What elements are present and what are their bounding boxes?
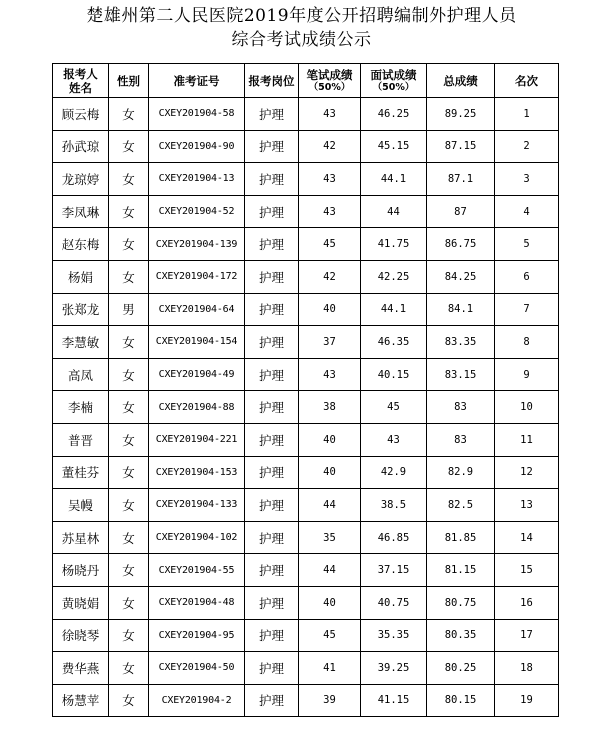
- header-interview: 面试成绩 （50%）: [361, 64, 427, 98]
- cell-name: 顾云梅: [53, 98, 109, 131]
- cell-interview: 45.15: [361, 130, 427, 163]
- cell-sex: 女: [109, 130, 149, 163]
- header-exam-no: 准考证号: [149, 64, 245, 98]
- cell-sex: 女: [109, 391, 149, 424]
- cell-interview: 46.35: [361, 326, 427, 359]
- cell-exam-no: CXEY201904-2: [149, 684, 245, 717]
- table-row: [53, 195, 559, 228]
- table-row: [53, 98, 559, 131]
- cell-exam-no: CXEY201904-88: [149, 391, 245, 424]
- table-row: [53, 163, 559, 196]
- cell-sex: 女: [109, 521, 149, 554]
- header-total: 总成绩: [427, 64, 495, 98]
- cell-total: 83: [427, 391, 495, 424]
- cell-post: 护理: [245, 195, 299, 228]
- document-title: 楚雄州第二人民医院2019年度公开招聘编制外护理人员: [86, 6, 517, 26]
- cell-rank: 14: [495, 521, 559, 554]
- cell-rank: 19: [495, 684, 559, 717]
- cell-interview: 41.15: [361, 684, 427, 717]
- cell-interview: 41.75: [361, 228, 427, 261]
- table-row: [53, 652, 559, 685]
- cell-interview: 46.85: [361, 521, 427, 554]
- cell-post: 护理: [245, 521, 299, 554]
- table-row: [53, 293, 559, 326]
- cell-exam-no: CXEY201904-49: [149, 358, 245, 391]
- cell-exam-no: CXEY201904-153: [149, 456, 245, 489]
- cell-sex: 男: [109, 293, 149, 326]
- cell-post: 护理: [245, 391, 299, 424]
- cell-total: 84.1: [427, 293, 495, 326]
- cell-exam-no: CXEY201904-139: [149, 228, 245, 261]
- cell-written: 40: [299, 586, 361, 619]
- cell-exam-no: CXEY201904-90: [149, 130, 245, 163]
- header-sex: 性别: [109, 64, 149, 98]
- cell-written: 43: [299, 98, 361, 131]
- cell-written: 42: [299, 260, 361, 293]
- cell-exam-no: CXEY201904-64: [149, 293, 245, 326]
- cell-sex: 女: [109, 456, 149, 489]
- cell-rank: 6: [495, 260, 559, 293]
- table-header-row: [53, 64, 559, 98]
- cell-sex: 女: [109, 163, 149, 196]
- cell-name: 高凤: [53, 358, 109, 391]
- cell-total: 80.75: [427, 586, 495, 619]
- table-row: [53, 130, 559, 163]
- cell-rank: 8: [495, 326, 559, 359]
- cell-rank: 13: [495, 489, 559, 522]
- cell-rank: 3: [495, 163, 559, 196]
- cell-written: 38: [299, 391, 361, 424]
- cell-post: 护理: [245, 586, 299, 619]
- cell-written: 44: [299, 554, 361, 587]
- cell-interview: 45: [361, 391, 427, 424]
- table-row: [53, 456, 559, 489]
- cell-rank: 5: [495, 228, 559, 261]
- cell-post: 护理: [245, 293, 299, 326]
- cell-rank: 10: [495, 391, 559, 424]
- cell-interview: 38.5: [361, 489, 427, 522]
- table-row: [53, 260, 559, 293]
- table-row: [53, 554, 559, 587]
- cell-name: 苏星林: [53, 521, 109, 554]
- cell-rank: 11: [495, 423, 559, 456]
- cell-written: 40: [299, 293, 361, 326]
- cell-total: 82.5: [427, 489, 495, 522]
- cell-interview: 44: [361, 195, 427, 228]
- table-row: [53, 423, 559, 456]
- table-row: [53, 391, 559, 424]
- header-post: 报考岗位: [245, 64, 299, 98]
- cell-name: 龙琼婷: [53, 163, 109, 196]
- cell-exam-no: CXEY201904-48: [149, 586, 245, 619]
- cell-total: 84.25: [427, 260, 495, 293]
- cell-written: 43: [299, 195, 361, 228]
- cell-rank: 16: [495, 586, 559, 619]
- cell-sex: 女: [109, 489, 149, 522]
- cell-sex: 女: [109, 260, 149, 293]
- cell-post: 护理: [245, 423, 299, 456]
- table-row: [53, 326, 559, 359]
- cell-rank: 7: [495, 293, 559, 326]
- table-row: [53, 489, 559, 522]
- cell-total: 82.9: [427, 456, 495, 489]
- cell-total: 89.25: [427, 98, 495, 131]
- cell-exam-no: CXEY201904-102: [149, 521, 245, 554]
- cell-exam-no: CXEY201904-55: [149, 554, 245, 587]
- cell-interview: 42.25: [361, 260, 427, 293]
- table-row: [53, 684, 559, 717]
- cell-sex: 女: [109, 423, 149, 456]
- cell-post: 护理: [245, 554, 299, 587]
- cell-written: 37: [299, 326, 361, 359]
- table-row: [53, 358, 559, 391]
- cell-exam-no: CXEY201904-95: [149, 619, 245, 652]
- cell-exam-no: CXEY201904-52: [149, 195, 245, 228]
- cell-interview: 44.1: [361, 293, 427, 326]
- cell-post: 护理: [245, 326, 299, 359]
- cell-post: 护理: [245, 228, 299, 261]
- cell-exam-no: CXEY201904-133: [149, 489, 245, 522]
- cell-sex: 女: [109, 586, 149, 619]
- cell-exam-no: CXEY201904-13: [149, 163, 245, 196]
- cell-name: 普晋: [53, 423, 109, 456]
- cell-total: 83.15: [427, 358, 495, 391]
- document-subtitle: 综合考试成绩公示: [231, 30, 372, 50]
- cell-interview: 40.75: [361, 586, 427, 619]
- table-row: [53, 586, 559, 619]
- cell-interview: 43: [361, 423, 427, 456]
- cell-name: 张郑龙: [53, 293, 109, 326]
- cell-sex: 女: [109, 684, 149, 717]
- table-row: [53, 228, 559, 261]
- cell-total: 87: [427, 195, 495, 228]
- cell-interview: 44.1: [361, 163, 427, 196]
- cell-sex: 女: [109, 326, 149, 359]
- cell-name: 杨慧苹: [53, 684, 109, 717]
- cell-written: 43: [299, 163, 361, 196]
- header-name: 报考人 姓名: [53, 64, 109, 98]
- cell-interview: 46.25: [361, 98, 427, 131]
- cell-rank: 17: [495, 619, 559, 652]
- table-row: [53, 521, 559, 554]
- cell-post: 护理: [245, 130, 299, 163]
- cell-total: 83: [427, 423, 495, 456]
- cell-exam-no: CXEY201904-50: [149, 652, 245, 685]
- cell-total: 81.85: [427, 521, 495, 554]
- cell-total: 83.35: [427, 326, 495, 359]
- cell-name: 李凤琳: [53, 195, 109, 228]
- cell-name: 赵东梅: [53, 228, 109, 261]
- cell-total: 80.15: [427, 684, 495, 717]
- cell-rank: 9: [495, 358, 559, 391]
- cell-sex: 女: [109, 228, 149, 261]
- cell-written: 43: [299, 358, 361, 391]
- cell-total: 86.75: [427, 228, 495, 261]
- cell-name: 费华燕: [53, 652, 109, 685]
- cell-post: 护理: [245, 684, 299, 717]
- cell-post: 护理: [245, 489, 299, 522]
- cell-total: 87.1: [427, 163, 495, 196]
- cell-name: 杨晓丹: [53, 554, 109, 587]
- cell-written: 42: [299, 130, 361, 163]
- cell-interview: 35.35: [361, 619, 427, 652]
- cell-rank: 15: [495, 554, 559, 587]
- cell-total: 80.25: [427, 652, 495, 685]
- cell-written: 39: [299, 684, 361, 717]
- cell-sex: 女: [109, 554, 149, 587]
- cell-name: 孙武琼: [53, 130, 109, 163]
- cell-sex: 女: [109, 358, 149, 391]
- cell-written: 45: [299, 228, 361, 261]
- cell-name: 李慧敏: [53, 326, 109, 359]
- cell-rank: 12: [495, 456, 559, 489]
- cell-written: 41: [299, 652, 361, 685]
- cell-name: 杨娟: [53, 260, 109, 293]
- cell-post: 护理: [245, 98, 299, 131]
- cell-interview: 42.9: [361, 456, 427, 489]
- cell-post: 护理: [245, 619, 299, 652]
- cell-exam-no: CXEY201904-221: [149, 423, 245, 456]
- cell-written: 40: [299, 423, 361, 456]
- table-row: [53, 619, 559, 652]
- cell-exam-no: CXEY201904-154: [149, 326, 245, 359]
- cell-rank: 2: [495, 130, 559, 163]
- cell-total: 81.15: [427, 554, 495, 587]
- cell-post: 护理: [245, 456, 299, 489]
- cell-interview: 39.25: [361, 652, 427, 685]
- cell-post: 护理: [245, 652, 299, 685]
- cell-written: 40: [299, 456, 361, 489]
- cell-name: 董桂芬: [53, 456, 109, 489]
- cell-interview: 40.15: [361, 358, 427, 391]
- cell-written: 44: [299, 489, 361, 522]
- cell-sex: 女: [109, 619, 149, 652]
- cell-total: 80.35: [427, 619, 495, 652]
- cell-written: 45: [299, 619, 361, 652]
- cell-written: 35: [299, 521, 361, 554]
- cell-name: 吴幔: [53, 489, 109, 522]
- cell-sex: 女: [109, 652, 149, 685]
- cell-post: 护理: [245, 163, 299, 196]
- header-written: 笔试成绩 （50%）: [299, 64, 361, 98]
- cell-total: 87.15: [427, 130, 495, 163]
- cell-exam-no: CXEY201904-172: [149, 260, 245, 293]
- cell-name: 黄晓娟: [53, 586, 109, 619]
- cell-sex: 女: [109, 195, 149, 228]
- cell-post: 护理: [245, 260, 299, 293]
- cell-interview: 37.15: [361, 554, 427, 587]
- cell-name: 李楠: [53, 391, 109, 424]
- cell-post: 护理: [245, 358, 299, 391]
- cell-exam-no: CXEY201904-58: [149, 98, 245, 131]
- results-table: [52, 63, 559, 717]
- cell-sex: 女: [109, 98, 149, 131]
- cell-name: 徐晓琴: [53, 619, 109, 652]
- cell-rank: 18: [495, 652, 559, 685]
- cell-rank: 1: [495, 98, 559, 131]
- header-rank: 名次: [495, 64, 559, 98]
- cell-rank: 4: [495, 195, 559, 228]
